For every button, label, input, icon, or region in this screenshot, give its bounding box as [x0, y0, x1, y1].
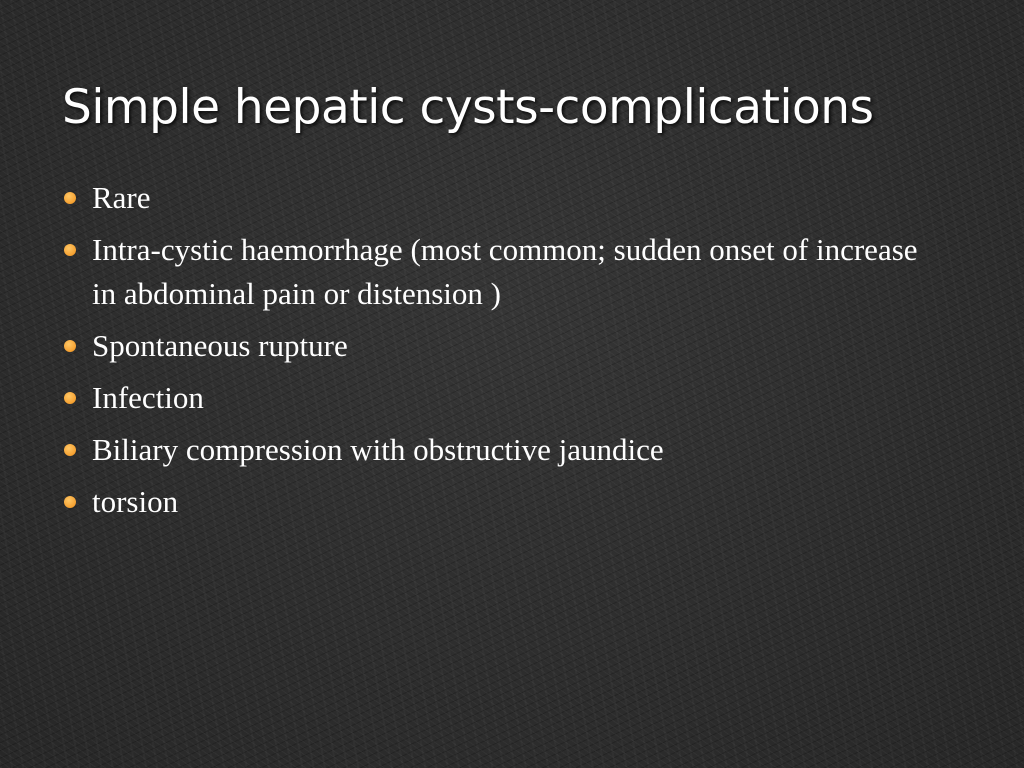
bullet-item-intra-cystic-haemorrhage — [62, 228, 942, 316]
bullet-text: Intra-cystic haemorrhage (most common; sudden onset of increase in abdominal pain or distension ) — [92, 232, 918, 311]
bullet-text: Biliary compression with obstructive jaundice — [92, 432, 664, 467]
bullet-dot-icon — [64, 244, 76, 256]
bullet-dot-icon — [64, 496, 76, 508]
bullet-text: Infection — [92, 380, 204, 415]
bullet-item-spontaneous-rupture — [62, 324, 942, 368]
bullet-text: Spontaneous rupture — [92, 328, 348, 363]
bullet-item-infection — [62, 376, 942, 420]
bullet-dot-icon — [64, 444, 76, 456]
bullet-list — [62, 176, 942, 532]
bullet-dot-icon — [64, 192, 76, 204]
bullet-item-biliary-compression — [62, 428, 942, 472]
bullet-item-torsion — [62, 480, 942, 524]
bullet-dot-icon — [64, 340, 76, 352]
bullet-item-rare — [62, 176, 942, 220]
bullet-text: Rare — [92, 180, 151, 215]
bullet-dot-icon — [64, 392, 76, 404]
bullet-text: torsion — [92, 484, 179, 519]
slide-title: Simple hepatic cysts-complications — [62, 80, 874, 135]
